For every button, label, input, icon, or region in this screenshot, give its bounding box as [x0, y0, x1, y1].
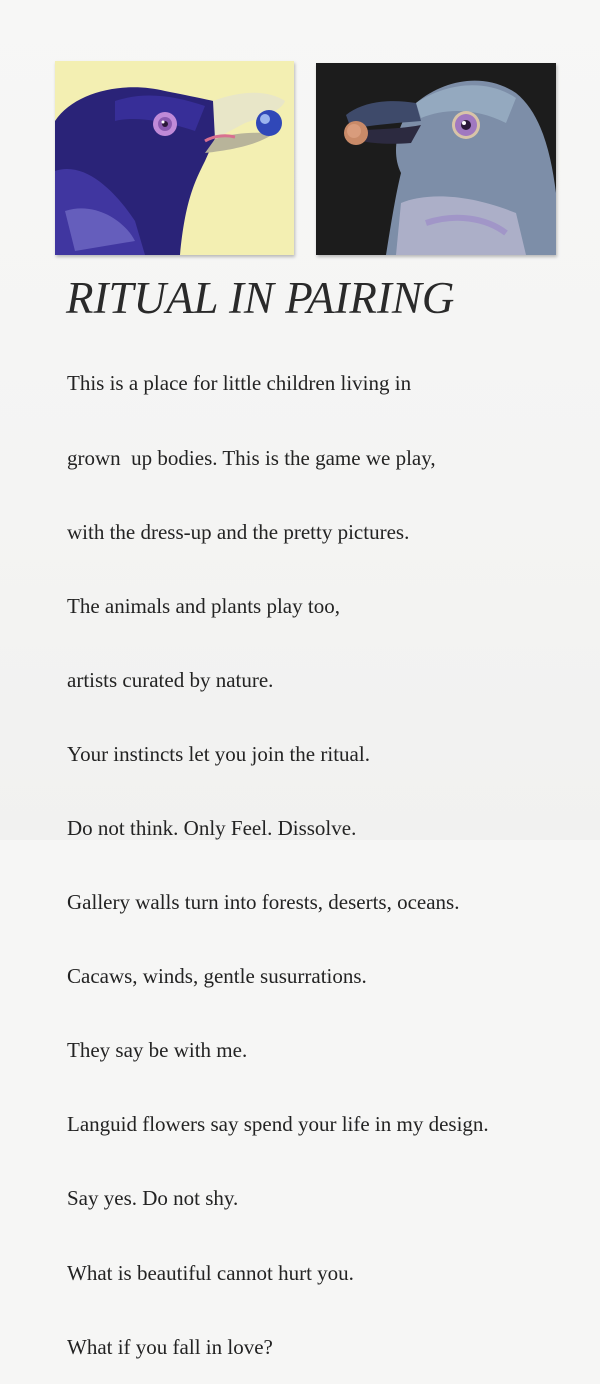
painting-bird-with-penny: [316, 63, 556, 255]
poem-line: with the dress-up and the pretty pictures.: [67, 519, 410, 544]
poem-line: Your instincts let you join the ritual.: [67, 741, 370, 766]
poem-line: artists curated by nature.: [67, 667, 274, 692]
exhibition-title: RITUAL IN PAIRING: [66, 273, 455, 323]
poem-line: Cacaws, winds, gentle susurrations.: [67, 964, 367, 989]
poem-line: The animals and plants play too,: [67, 593, 340, 618]
poem-text: [67, 322, 489, 1384]
crow-marble-image: [55, 61, 294, 255]
poem-line: Languid flowers say spend your life in my design.: [67, 1112, 489, 1137]
poem-line: What is beautiful cannot hurt you.: [67, 1260, 354, 1285]
painting-crow-with-marble: [55, 61, 294, 255]
poem-line: Say yes. Do not shy.: [67, 1186, 239, 1211]
poem-line: Gallery walls turn into forests, deserts, oceans.: [67, 890, 460, 915]
bird-penny-image: [316, 63, 556, 255]
poem-line: They say be with me.: [67, 1038, 248, 1063]
poem-line: This is a place for little children living in: [67, 371, 412, 396]
poem-line: What if you fall in love?: [67, 1334, 273, 1359]
poem-line: grown up bodies. This is the game we play,: [67, 445, 436, 470]
poem-line: Do not think. Only Feel. Dissolve.: [67, 815, 357, 840]
